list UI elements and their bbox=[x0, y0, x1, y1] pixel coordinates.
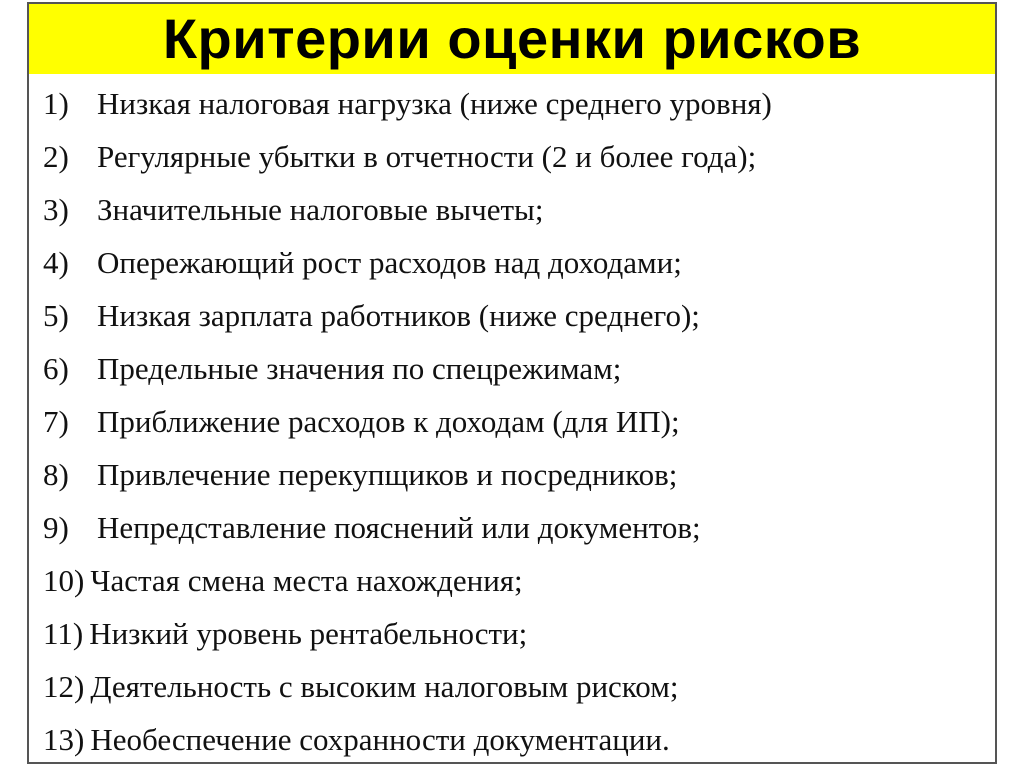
slide-title: Критерии оценки рисков bbox=[162, 7, 862, 70]
item-text: Деятельность с высоким налоговым риском; bbox=[90, 669, 679, 704]
criteria-item bbox=[43, 457, 985, 510]
item-number: 4) bbox=[43, 245, 69, 280]
item-text: Частая смена места нахождения; bbox=[90, 563, 523, 598]
item-text: Значительные налоговые вычеты; bbox=[97, 192, 544, 227]
item-number: 13) bbox=[43, 722, 85, 757]
item-text: Низкая налоговая нагрузка (ниже среднего уровня) bbox=[97, 86, 772, 121]
item-text: Низкая зарплата работников (ниже среднего); bbox=[97, 298, 700, 333]
item-number: 10) bbox=[43, 563, 85, 598]
criteria-item bbox=[43, 139, 985, 192]
item-text: Предельные значения по спецрежимам; bbox=[97, 351, 622, 386]
item-number: 1) bbox=[43, 86, 69, 121]
criteria-item bbox=[43, 404, 985, 457]
criteria-item bbox=[43, 722, 985, 768]
item-text: Регулярные убытки в отчетности (2 и более года); bbox=[97, 139, 757, 174]
item-text: Привлечение перекупщиков и посредников; bbox=[97, 457, 678, 492]
item-number: 7) bbox=[43, 404, 69, 439]
item-number: 3) bbox=[43, 192, 69, 227]
criteria-panel bbox=[27, 74, 997, 764]
criteria-list bbox=[43, 86, 985, 768]
criteria-item bbox=[43, 616, 985, 669]
criteria-item bbox=[43, 669, 985, 722]
item-number: 12) bbox=[43, 669, 85, 704]
criteria-item bbox=[43, 86, 985, 139]
title-banner bbox=[27, 2, 997, 76]
item-number: 6) bbox=[43, 351, 69, 386]
item-text: Приближение расходов к доходам (для ИП); bbox=[97, 404, 680, 439]
criteria-item bbox=[43, 351, 985, 404]
item-number: 11) bbox=[43, 616, 84, 651]
item-text: Низкий уровень рентабельности; bbox=[89, 616, 528, 651]
criteria-item bbox=[43, 563, 985, 616]
item-text: Непредставление пояснений или документов; bbox=[97, 510, 701, 545]
criteria-item bbox=[43, 192, 985, 245]
criteria-item bbox=[43, 245, 985, 298]
item-number: 5) bbox=[43, 298, 69, 333]
item-number: 2) bbox=[43, 139, 69, 174]
criteria-item bbox=[43, 298, 985, 351]
item-text: Опережающий рост расходов над доходами; bbox=[97, 245, 682, 280]
item-text: Необеспечение сохранности документации. bbox=[90, 722, 670, 757]
criteria-item bbox=[43, 510, 985, 563]
item-number: 8) bbox=[43, 457, 69, 492]
item-number: 9) bbox=[43, 510, 69, 545]
